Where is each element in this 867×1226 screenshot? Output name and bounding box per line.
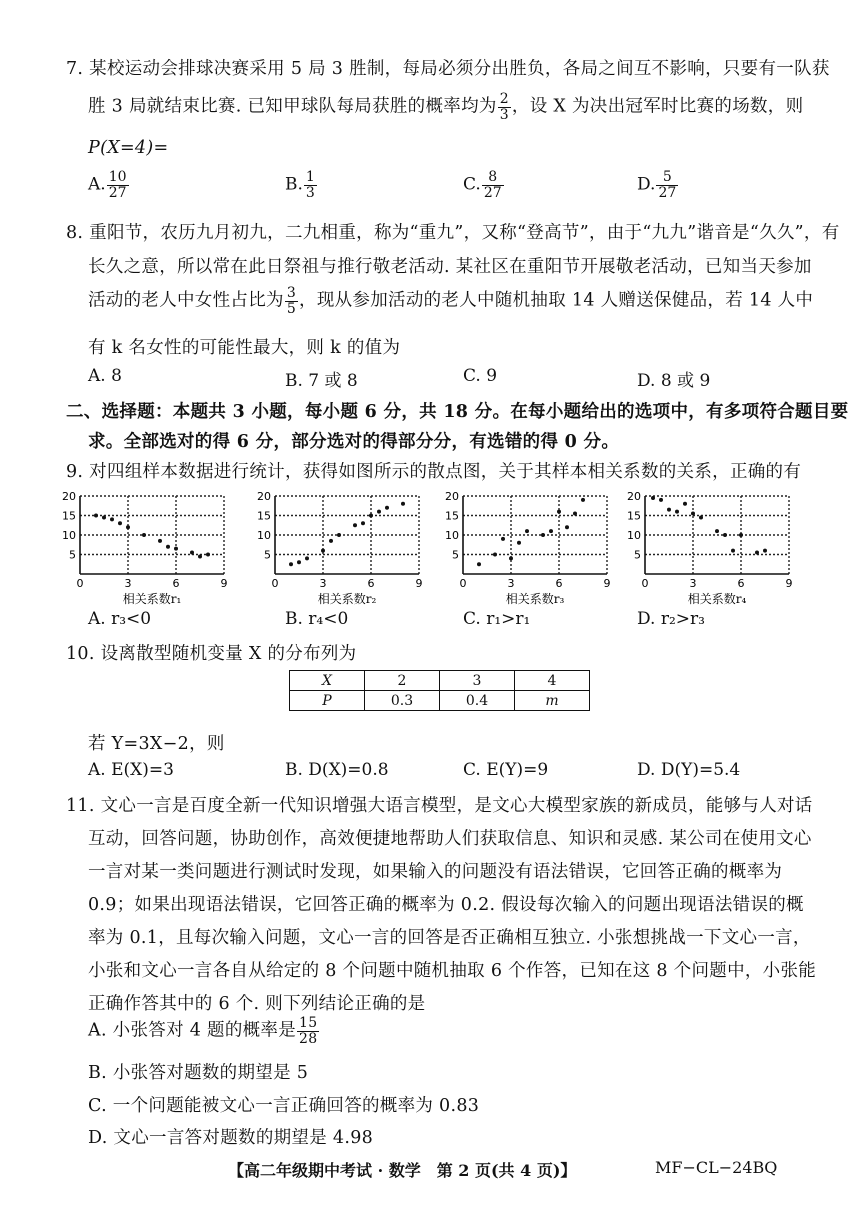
table-cell: m [515, 691, 590, 711]
q9-option-c: C. r₁>r₁ [463, 609, 531, 629]
data-point [377, 510, 381, 514]
data-point [715, 529, 719, 533]
data-point [549, 529, 553, 533]
q9-option-d: D. r₂>r₃ [637, 609, 705, 629]
q10-option-a: A. E(X)=3 [88, 760, 174, 780]
y-tick-label: 15 [627, 509, 641, 523]
table-cell: P [290, 691, 365, 711]
q9-option-b: B. r₄<0 [285, 609, 349, 629]
data-point [297, 560, 301, 564]
data-point [385, 506, 389, 510]
data-point [651, 496, 655, 500]
scatter-plot-2 [255, 488, 435, 606]
plot-caption: 相关系数r₂ [317, 592, 377, 606]
x-tick-label: 9 [220, 577, 228, 590]
y-tick-label: 5 [452, 548, 459, 562]
q10-option-c: C. E(Y)=9 [463, 760, 549, 780]
q7-fraction: $\frac{2}{3}$ [499, 91, 509, 123]
footer-code: MF−CL−24BQ [655, 1158, 778, 1177]
data-point [158, 539, 162, 543]
q11-line1: 11. 文心一言是百度全新一代知识增强大语言模型，是文心大模型家族的新成员，能够与人对话 [66, 796, 813, 816]
data-point [174, 547, 178, 551]
data-point [401, 502, 405, 506]
data-point [731, 549, 735, 553]
q7-option-b: B. $\frac{1}{3}$ [285, 169, 315, 201]
x-tick-label: 3 [319, 577, 327, 590]
data-point [723, 533, 727, 537]
x-tick-label: 6 [367, 577, 375, 590]
data-point [126, 525, 130, 529]
data-point [755, 551, 759, 555]
data-point [190, 551, 194, 555]
q7-option-d: D. $\frac{5}{27}$ [637, 169, 677, 201]
data-point [94, 514, 98, 518]
data-point [565, 525, 569, 529]
data-point [675, 510, 679, 514]
data-point [337, 533, 341, 537]
data-point [118, 521, 122, 525]
y-tick-label: 10 [627, 529, 641, 542]
x-tick-label: 3 [507, 577, 515, 590]
q8-option-b: B. 7 或 8 [285, 371, 358, 391]
x-tick-label: 9 [415, 577, 423, 590]
y-tick-label: 20 [62, 490, 76, 503]
y-tick-label: 10 [62, 529, 76, 542]
data-point [659, 498, 663, 502]
distribution-table [289, 670, 590, 711]
x-tick-label: 9 [603, 577, 611, 590]
section2-line2: 求。全部选对的得 6 分，部分选对的得部分分，有选错的得 0 分。 [88, 432, 620, 452]
x-tick-label: 3 [124, 577, 132, 590]
scatter-plot-4 [625, 488, 805, 606]
q8-line4: 有 k 名女性的可能性最大，则 k 的值为 [88, 338, 401, 358]
y-tick-label: 15 [445, 509, 459, 523]
data-point [198, 554, 202, 558]
q7-option-a: A. $\frac{10}{27}$ [88, 169, 127, 201]
q8-option-d: D. 8 或 9 [637, 371, 711, 391]
q7-line1: 7. 某校运动会排球决赛采用 5 局 3 胜制，每局必须分出胜负，各局之间互不影响，只要有一队获 [66, 59, 830, 79]
y-tick-label: 20 [445, 490, 459, 503]
q8-line3: 活动的老人中女性占比为 $\frac{3}{5}$ ，现从参加活动的老人中随机抽取 14 人赠送保健品，若 14 人中 [88, 285, 814, 317]
table-cell: 3 [440, 671, 515, 691]
data-point [321, 549, 325, 553]
data-point [305, 556, 309, 560]
data-point [509, 556, 513, 560]
data-point [142, 533, 146, 537]
table-row [290, 691, 590, 711]
y-tick-label: 5 [634, 548, 641, 562]
y-tick-label: 10 [257, 529, 271, 542]
y-tick-label: 15 [62, 509, 76, 523]
data-point [699, 515, 703, 519]
q8-line2: 长久之意，所以常在此日祭祖与推行敬老活动. 某社区在重阳节开展敬老活动，已知当天参加 [88, 257, 812, 277]
section2-line1: 二、选择题：本题共 3 小题，每小题 6 分，共 18 分。在每小题给出的选项中，有多项符合题目要 [66, 402, 849, 422]
data-point [581, 498, 585, 502]
data-point [289, 562, 293, 566]
x-tick-label: 6 [555, 577, 563, 590]
q11-option-d: D. 文心一言答对题数的期望是 4.98 [88, 1128, 374, 1148]
data-point [493, 553, 497, 557]
data-point [501, 537, 505, 541]
q9-option-a: A. r₃<0 [88, 609, 152, 629]
table-cell: 2 [365, 671, 440, 691]
data-point [329, 539, 333, 543]
q7-line2: 胜 3 局就结束比赛. 已知甲球队每局获胜的概率均为 $\frac{2}{3}$ ，设 X 为决出冠军时比赛的场数，则 [88, 91, 804, 123]
y-tick-label: 20 [627, 490, 641, 503]
data-point [683, 502, 687, 506]
q11-line3: 一言对某一类问题进行测试时发现，如果输入的问题没有语法错误，它回答正确的概率为 [88, 862, 783, 882]
x-tick-label: 9 [785, 577, 793, 590]
table-cell: 0.3 [365, 691, 440, 711]
x-tick-label: 0 [641, 577, 649, 590]
table-cell: 4 [515, 671, 590, 691]
q11-option-b: B. 小张答对题数的期望是 5 [88, 1063, 309, 1083]
table-cell: 0.4 [440, 691, 515, 711]
plot-caption: 相关系数r₃ [505, 592, 565, 606]
data-point [541, 533, 545, 537]
data-point [739, 533, 743, 537]
data-point [361, 521, 365, 525]
x-tick-label: 0 [76, 577, 84, 590]
q10-line2: 若 Y=3X−2，则 [88, 734, 225, 754]
y-tick-label: 20 [257, 490, 271, 503]
data-point [691, 512, 695, 516]
q8-option-a: A. 8 [88, 366, 122, 386]
data-point [573, 512, 577, 516]
table-row [290, 671, 590, 691]
q11-line2: 互动，回答问题，协助创作，高效便捷地帮助人们获取信息、知识和灵感. 某公司在使用文心 [88, 829, 812, 849]
q8-option-c: C. 9 [463, 366, 498, 386]
q10-option-b: B. D(X)=0.8 [285, 760, 389, 780]
data-point [517, 541, 521, 545]
q10-option-d: D. D(Y)=5.4 [637, 760, 741, 780]
q9-line1: 9. 对四组样本数据进行统计，获得如图所示的散点图，关于其样本相关系数的关系，正确的有 [66, 462, 802, 482]
data-point [525, 529, 529, 533]
x-tick-label: 6 [737, 577, 745, 590]
q11-option-a: A. 小张答对 4 题的概率是 $\frac{15}{28}$ [88, 1015, 318, 1047]
q11-line6: 小张和文心一言各自从给定的 8 个问题中随机抽取 6 个作答，已知在这 8 个问题中，小张能 [88, 961, 817, 981]
y-tick-label: 10 [445, 529, 459, 542]
x-tick-label: 3 [689, 577, 697, 590]
x-tick-label: 6 [172, 577, 180, 590]
data-point [110, 517, 114, 521]
data-point [353, 523, 357, 527]
data-point [477, 562, 481, 566]
plot-caption: 相关系数r₄ [687, 592, 747, 606]
q7-line3: P(X=4)= [88, 138, 169, 158]
q10-line1: 10. 设离散型随机变量 X 的分布列为 [66, 644, 357, 664]
data-point [166, 545, 170, 549]
q8-fraction: $\frac{3}{5}$ [286, 285, 297, 317]
footer-title: 【高二年级期中考试 · 数学 第 2 页(共 4 页)】 [228, 1161, 577, 1180]
q11-line7: 正确作答其中的 6 个. 则下列结论正确的是 [88, 994, 426, 1014]
y-tick-label: 5 [264, 548, 271, 562]
data-point [557, 510, 561, 514]
q8-line1: 8. 重阳节，农历九月初九，二九相重，称为“重九”，又称“登高节”，由于“九九”谐音是“久久”，有 [66, 223, 840, 243]
q11-line4: 0.9；如果出现语法错误，它回答正确的概率为 0.2. 假设每次输入的问题出现语法错误的概 [88, 895, 804, 915]
q11-option-c: C. 一个问题能被文心一言正确回答的概率为 0.83 [88, 1096, 480, 1116]
data-point [102, 515, 106, 519]
data-point [369, 514, 373, 518]
q7-option-c: C. $\frac{8}{27}$ [463, 169, 502, 201]
scatter-plot-1 [60, 488, 240, 606]
data-point [763, 549, 767, 553]
y-tick-label: 15 [257, 509, 271, 523]
scatter-plot-3 [443, 488, 623, 606]
table-cell: X [290, 671, 365, 691]
x-tick-label: 0 [459, 577, 467, 590]
y-tick-label: 5 [69, 548, 76, 562]
data-point [667, 508, 671, 512]
plot-caption: 相关系数r₁ [122, 592, 182, 606]
data-point [206, 553, 210, 557]
x-tick-label: 0 [271, 577, 279, 590]
q11-line5: 率为 0.1，且每次输入问题，文心一言的回答是否正确相互独立. 小张想挑战一下文心一言， [88, 928, 811, 948]
